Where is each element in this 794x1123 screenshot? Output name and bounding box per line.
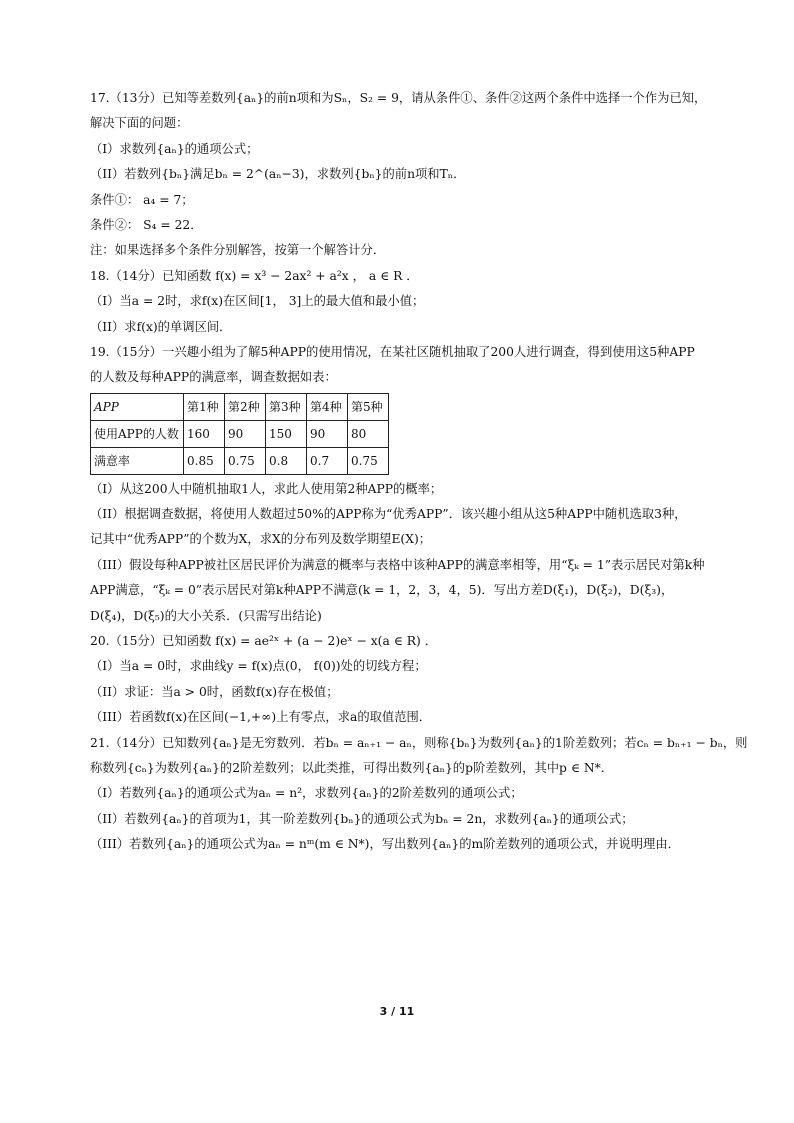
table-cell: 0.75: [225, 447, 266, 474]
table-header-cell: 第2种: [225, 393, 266, 420]
table-header-cell: 第5种: [348, 393, 389, 420]
q20-part-2: （II）求证：当a > 0时，函数f(x)存在极值；: [90, 684, 339, 699]
q21-part-2: （II）若数列{aₙ}的首项为1，其一阶差数列{bₙ}的通项公式为bₙ = 2n，求数列{aₙ}的通项公式；: [90, 811, 634, 826]
q19-line-2: 的人数及每种APP的满意率，调查数据如表：: [90, 370, 337, 385]
q17-part-2: （II）若数列{bₙ}满足bₙ = 2^(aₙ−3)，求数列{bₙ}的前n项和Tₙ．: [90, 167, 466, 182]
q21-line-2: 称数列{cₙ}为数列{aₙ}的2阶差数列；以此类推，可得出数列{aₙ}的p阶差数列，其中p ∈ N*．: [90, 760, 614, 775]
table-row: [91, 447, 389, 474]
q17-note: 注：如果选择多个条件分别解答，按第一个解答计分．: [90, 243, 386, 258]
table-cell: 0.8: [266, 447, 307, 474]
table-header-cell: APP: [91, 393, 184, 420]
table-header-row: [91, 393, 389, 420]
table-row: [91, 420, 389, 447]
q17-line-1: 17.（13分）已知等差数列{aₙ}的前n项和为Sₙ，S₂ = 9，请从条件①、条件②这两个条件中选择一个作为已知，: [90, 91, 707, 105]
q19-part-3-line-1: （III）假设每种APP被社区居民评价为满意的概率与表格中该种APP的满意率相等，用“ξₖ = 1”表示居民对第k种: [90, 557, 705, 572]
app-survey-table: [90, 393, 389, 475]
table-cell: 90: [225, 420, 266, 447]
table-cell: 0.75: [348, 447, 389, 474]
q21-part-1: （I）若数列{aₙ}的通项公式为aₙ = n²，求数列{aₙ}的2阶差数列的通项公式；: [90, 786, 523, 801]
question-20: [90, 631, 716, 727]
q19-part-2-line-1: （II）根据调查数据，将使用人数超过50%的APP称为“优秀APP”．该兴趣小组从这5种APP中随机选取3种，: [90, 507, 687, 522]
q19-part-3-line-2: APP满意，“ξₖ = 0”表示居民对第k种APP不满意(k = 1，2，3，4，5)．写出方差D(ξ₁)，D(ξ₂)，D(ξ₃)，: [90, 583, 674, 598]
q19-part-3-line-3: D(ξ₄)，D(ξ₅)的大小关系．(只需写出结论): [90, 608, 322, 623]
question-18: [90, 266, 716, 337]
table-cell: 150: [266, 420, 307, 447]
q17-line-2: 解决下面的问题：: [90, 116, 189, 131]
page-number: 3 / 11: [379, 1005, 415, 1018]
q20-part-1: （I）当a = 0时，求曲线y = f(x)点(0， f(0))处的切线方程；: [90, 659, 427, 674]
q18-part-2: （II）求f(x)的单调区间．: [90, 319, 232, 334]
table-header-cell: 第3种: [266, 393, 307, 420]
table-header-cell: 第1种: [184, 393, 225, 420]
q21-line-1: 21.（14分）已知数列{aₙ}是无穷数列．若bₙ = aₙ₊₁ − aₙ，则称{bₙ}为数列{aₙ}的1阶差数列；若cₙ = bₙ₊₁ − bₙ，则: [90, 735, 748, 750]
table-cell: 使用APP的人数: [91, 420, 184, 447]
table-cell: 80: [348, 420, 389, 447]
q20-part-3: （III）若函数f(x)在区间(−1,+∞)上有零点，求a的取值范围．: [90, 710, 432, 725]
question-21: [90, 733, 748, 855]
table-cell: 90: [307, 420, 348, 447]
q18-part-1: （I）当a = 2时，求f(x)在区间[1， 3]上的最大值和最小值；: [90, 294, 425, 309]
q19-part-1: （I）从这200人中随机抽取1人，求此人使用第2种APP的概率；: [90, 481, 443, 496]
q20-line-1: 20.（15分）已知函数 f(x) = ae²ˣ + (a − 2)eˣ − x(a ∈ R) ．: [90, 634, 437, 649]
q18-line-1: 18.（14分）已知函数 f(x) = x³ − 2ax² + a²x ， a ∈ R ．: [90, 268, 419, 283]
q21-part-3: （III）若数列{aₙ}的通项公式为aₙ = nᵐ(m ∈ N*)，写出数列{aₙ}的m阶差数列的通项公式，并说明理由．: [90, 837, 680, 852]
q17-condition-1: 条件①： a₄ = 7；: [90, 192, 194, 207]
q17-part-1: （I）求数列{aₙ}的通项公式；: [90, 141, 259, 156]
exam-page: [90, 88, 748, 860]
table-cell: 160: [184, 420, 225, 447]
question-19: [90, 342, 716, 626]
table-cell: 0.85: [184, 447, 225, 474]
table-cell: 0.7: [307, 447, 348, 474]
q19-line-1: 19.（15分）一兴趣小组为了解5种APP的使用情况，在某社区随机抽取了200人进行调查，得到使用这5种APP: [90, 344, 695, 359]
table-cell: 满意率: [91, 447, 184, 474]
q17-condition-2: 条件②： S₄ = 22．: [90, 217, 203, 232]
table-header-cell: 第4种: [307, 393, 348, 420]
question-17: [90, 88, 716, 260]
q19-part-2-line-2: 记其中“优秀APP”的个数为X，求X的分布列及数学期望E(X)；: [90, 532, 432, 547]
